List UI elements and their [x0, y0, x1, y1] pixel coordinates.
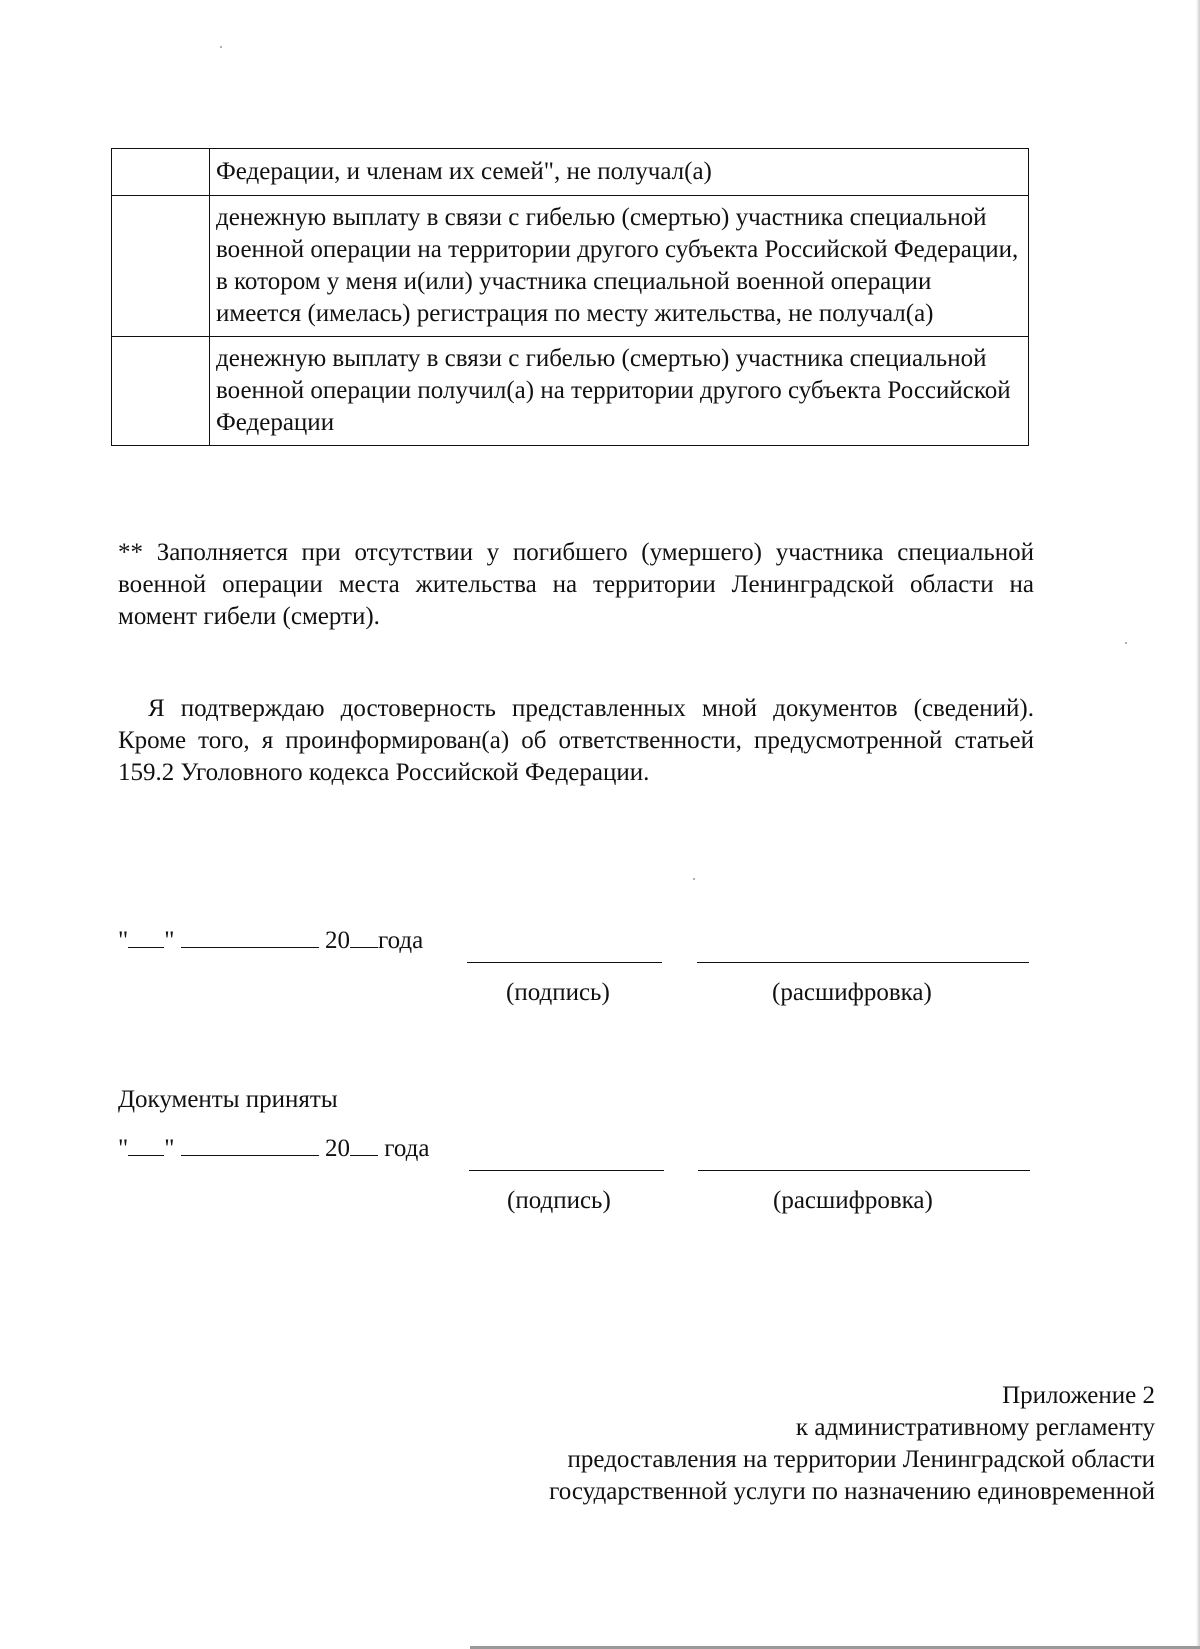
confirmation-statement: Я подтверждаю достоверность представленных мной документов (сведений). Кроме того, я проинформирован(а) об ответственности, предусмотренной статьей 159.2 Уголовного кодекса Российской Федерации.: [118, 695, 1034, 786]
quote-open: ": [118, 927, 129, 954]
checkbox-cell[interactable]: [112, 196, 210, 337]
appendix-line: предоставления на территории Ленинградской области: [567, 1446, 1155, 1473]
option-text: денежную выплату в связи с гибелью (смертью) участника специальной военной операции на территории другого субъекта Российской Федерации, в котором у меня и(или) участника специальной военной операции имеется (имелась) регистрация по месту жительства, не получал(а): [210, 196, 1029, 337]
page-edge-shadow: [1196, 0, 1200, 1649]
option-text: денежную выплату в связи с гибелью (смертью) участника специальной военной операции получил(а) на территории другого субъекта Российской Федерации: [210, 337, 1029, 446]
month-field[interactable]: [181, 1133, 319, 1156]
quote-close: ": [164, 1135, 175, 1162]
scan-speck: [1125, 642, 1127, 644]
signature-caption: (подпись): [507, 1187, 611, 1214]
year-prefix: 20: [324, 927, 350, 954]
table-row: [112, 337, 1029, 446]
documents-accepted-title: Документы приняты: [118, 1086, 338, 1113]
accepted-signature-line[interactable]: [469, 1170, 664, 1171]
day-field[interactable]: [128, 925, 164, 948]
applicant-signature-line[interactable]: [467, 962, 662, 963]
checkbox-cell[interactable]: [112, 149, 210, 196]
appendix-line: Приложение 2: [1002, 1382, 1155, 1409]
year-prefix: 20: [324, 1135, 350, 1162]
footnote: ** Заполняется при отсутствии у погибшего (умершего) участника специальной военной операции места жительства на территории Ленинградской области на момент гибели (смерти).: [118, 539, 1034, 630]
applicant-date-line: [118, 925, 423, 955]
decoding-caption: (расшифровка): [772, 979, 932, 1006]
scan-speck: [693, 878, 695, 880]
decoding-caption: (расшифровка): [773, 1187, 933, 1214]
table-row: [112, 196, 1029, 337]
appendix-line: к административному регламенту: [795, 1414, 1155, 1441]
year-field[interactable]: [350, 925, 378, 948]
checkbox-cell[interactable]: [112, 337, 210, 446]
accepted-date-line: [118, 1133, 429, 1163]
applicant-decoding-line[interactable]: [697, 962, 1029, 963]
appendix-line: государственной услуги по назначению единовременной: [549, 1478, 1155, 1505]
day-field[interactable]: [128, 1133, 164, 1156]
options-table: [111, 148, 1029, 446]
appendix-heading: [395, 1380, 1155, 1508]
month-field[interactable]: [181, 925, 319, 948]
year-word: года: [377, 927, 424, 954]
signature-caption: (подпись): [506, 979, 610, 1006]
table-row: [112, 149, 1029, 196]
option-text: Федерации, и членам их семей", не получал(а): [210, 149, 1029, 196]
quote-open: ": [118, 1135, 129, 1162]
scan-speck: [220, 46, 222, 48]
year-field[interactable]: [350, 1133, 378, 1156]
year-word: года: [384, 1135, 430, 1162]
accepted-decoding-line[interactable]: [698, 1170, 1030, 1171]
quote-close: ": [164, 927, 175, 954]
